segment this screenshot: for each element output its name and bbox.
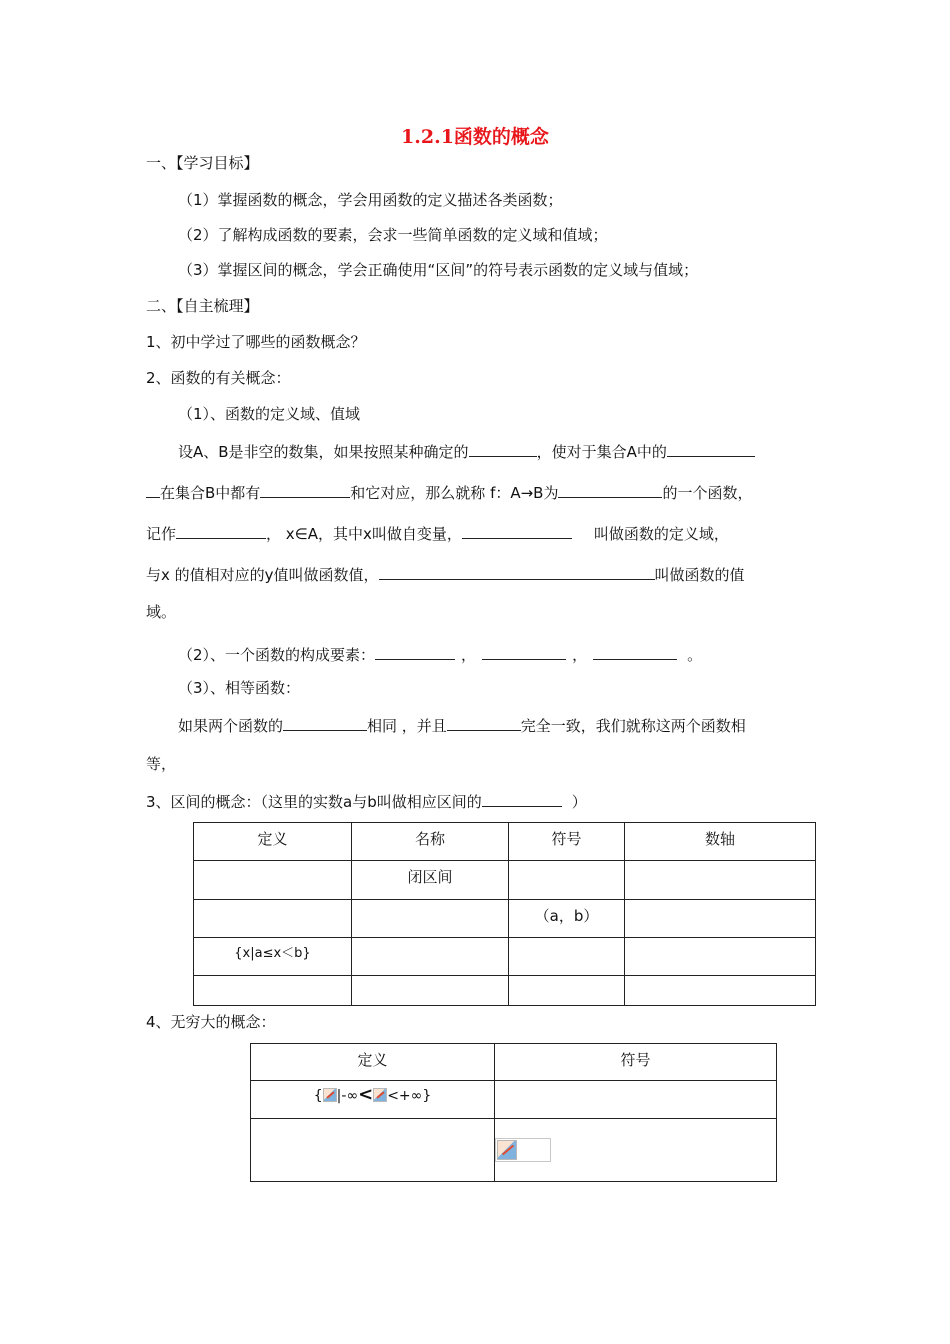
table-cell[interactable]	[509, 861, 625, 900]
question-2: 2、函数的有关概念：	[146, 369, 291, 387]
table-cell: { |-∞< <+∞}	[251, 1081, 495, 1119]
table-cell[interactable]	[625, 976, 816, 1006]
goal-item: （3）掌握区间的概念，学会正确使用“区间”的符号表示函数的定义域与值域；	[178, 261, 699, 279]
question-1: 1、初中学过了哪些的函数概念？	[146, 333, 366, 351]
fill-blank[interactable]	[482, 643, 566, 660]
broken-image-icon	[323, 1088, 337, 1102]
table-cell[interactable]	[495, 1081, 777, 1119]
paragraph-line: 与x 的值相对应的y值叫做函数值， 叫做函数的值	[146, 563, 745, 585]
fill-blank[interactable]	[469, 440, 537, 457]
table-cell[interactable]	[352, 900, 509, 938]
fill-blank[interactable]	[375, 643, 455, 660]
table-row	[251, 1081, 777, 1119]
subheading-domain-range: （1）、函数的定义域、值域	[178, 405, 361, 423]
interval-table	[193, 822, 816, 1006]
section-heading-review: 二、【自主梳理】	[146, 297, 259, 315]
paragraph-line: 在集合B中都有 和它对应，那么就称 f：A→B为 的一个函数，	[146, 481, 752, 503]
table-cell	[495, 1119, 777, 1182]
table-header-cell: 符号	[509, 823, 625, 861]
goal-item: （1）掌握函数的概念，学会用函数的定义描述各类函数；	[178, 191, 563, 209]
table-cell[interactable]	[625, 900, 816, 938]
table-cell[interactable]	[509, 938, 625, 976]
table-header-cell: 数轴	[625, 823, 816, 861]
fill-blank[interactable]	[447, 714, 521, 731]
question-3: 3、区间的概念：（这里的实数a与b叫做相应区间的 ）	[146, 790, 587, 812]
infinity-table	[250, 1043, 777, 1182]
section-heading-goals: 一、【学习目标】	[146, 154, 259, 172]
paragraph-line: 域。	[146, 603, 177, 621]
table-row	[194, 938, 816, 976]
fill-blank[interactable]	[379, 563, 655, 580]
fill-blank[interactable]	[667, 440, 755, 457]
table-header-cell: 名称	[352, 823, 509, 861]
table-row	[251, 1119, 777, 1182]
paragraph-line: 如果两个函数的 相同 ，并且 完全一致，我们就称这两个函数相	[178, 714, 746, 736]
function-elements-line: （2）、一个函数的构成要素： ， ， 。	[178, 643, 702, 665]
page-title: 1.2.1函数的概念	[401, 126, 549, 148]
table-cell[interactable]	[509, 976, 625, 1006]
fill-blank[interactable]	[558, 481, 662, 498]
question-4: 4、无穷大的概念：	[146, 1013, 276, 1031]
table-row	[194, 976, 816, 1006]
fill-blank[interactable]	[260, 481, 350, 498]
table-cell: {x|a≤x＜b}	[194, 938, 352, 976]
broken-image-icon	[497, 1140, 517, 1160]
table-row	[194, 900, 816, 938]
image-placeholder	[495, 1138, 551, 1162]
table-cell[interactable]	[352, 976, 509, 1006]
subheading-equal-functions: （3）、相等函数：	[178, 679, 301, 697]
goal-item: （2）了解构成函数的要素，会求一些简单函数的定义域和值域；	[178, 226, 608, 244]
paragraph-line: 等，	[146, 755, 177, 773]
table-header-cell: 符号	[495, 1044, 777, 1081]
table-cell[interactable]	[194, 861, 352, 900]
table-cell[interactable]	[194, 976, 352, 1006]
table-cell[interactable]	[194, 900, 352, 938]
fill-blank[interactable]	[462, 522, 572, 539]
paragraph-line: 记作 ， x∈A，其中x叫做自变量， 叫做函数的定义域，	[146, 522, 729, 544]
table-row	[194, 861, 816, 900]
paragraph-line: 设A、B是非空的数集，如果按照某种确定的 ，使对于集合A中的	[178, 440, 755, 462]
fill-blank[interactable]	[146, 481, 160, 498]
broken-image-icon	[373, 1088, 387, 1102]
fill-blank[interactable]	[176, 522, 266, 539]
fill-blank[interactable]	[482, 790, 562, 807]
fill-blank[interactable]	[283, 714, 367, 731]
table-cell[interactable]	[625, 938, 816, 976]
fill-blank[interactable]	[593, 643, 677, 660]
table-header-cell: 定义	[194, 823, 352, 861]
table-header-cell: 定义	[251, 1044, 495, 1081]
table-cell[interactable]	[352, 938, 509, 976]
table-cell: （a，b）	[509, 900, 625, 938]
table-cell[interactable]	[251, 1119, 495, 1182]
table-cell[interactable]	[625, 861, 816, 900]
table-cell: 闭区间	[352, 861, 509, 900]
